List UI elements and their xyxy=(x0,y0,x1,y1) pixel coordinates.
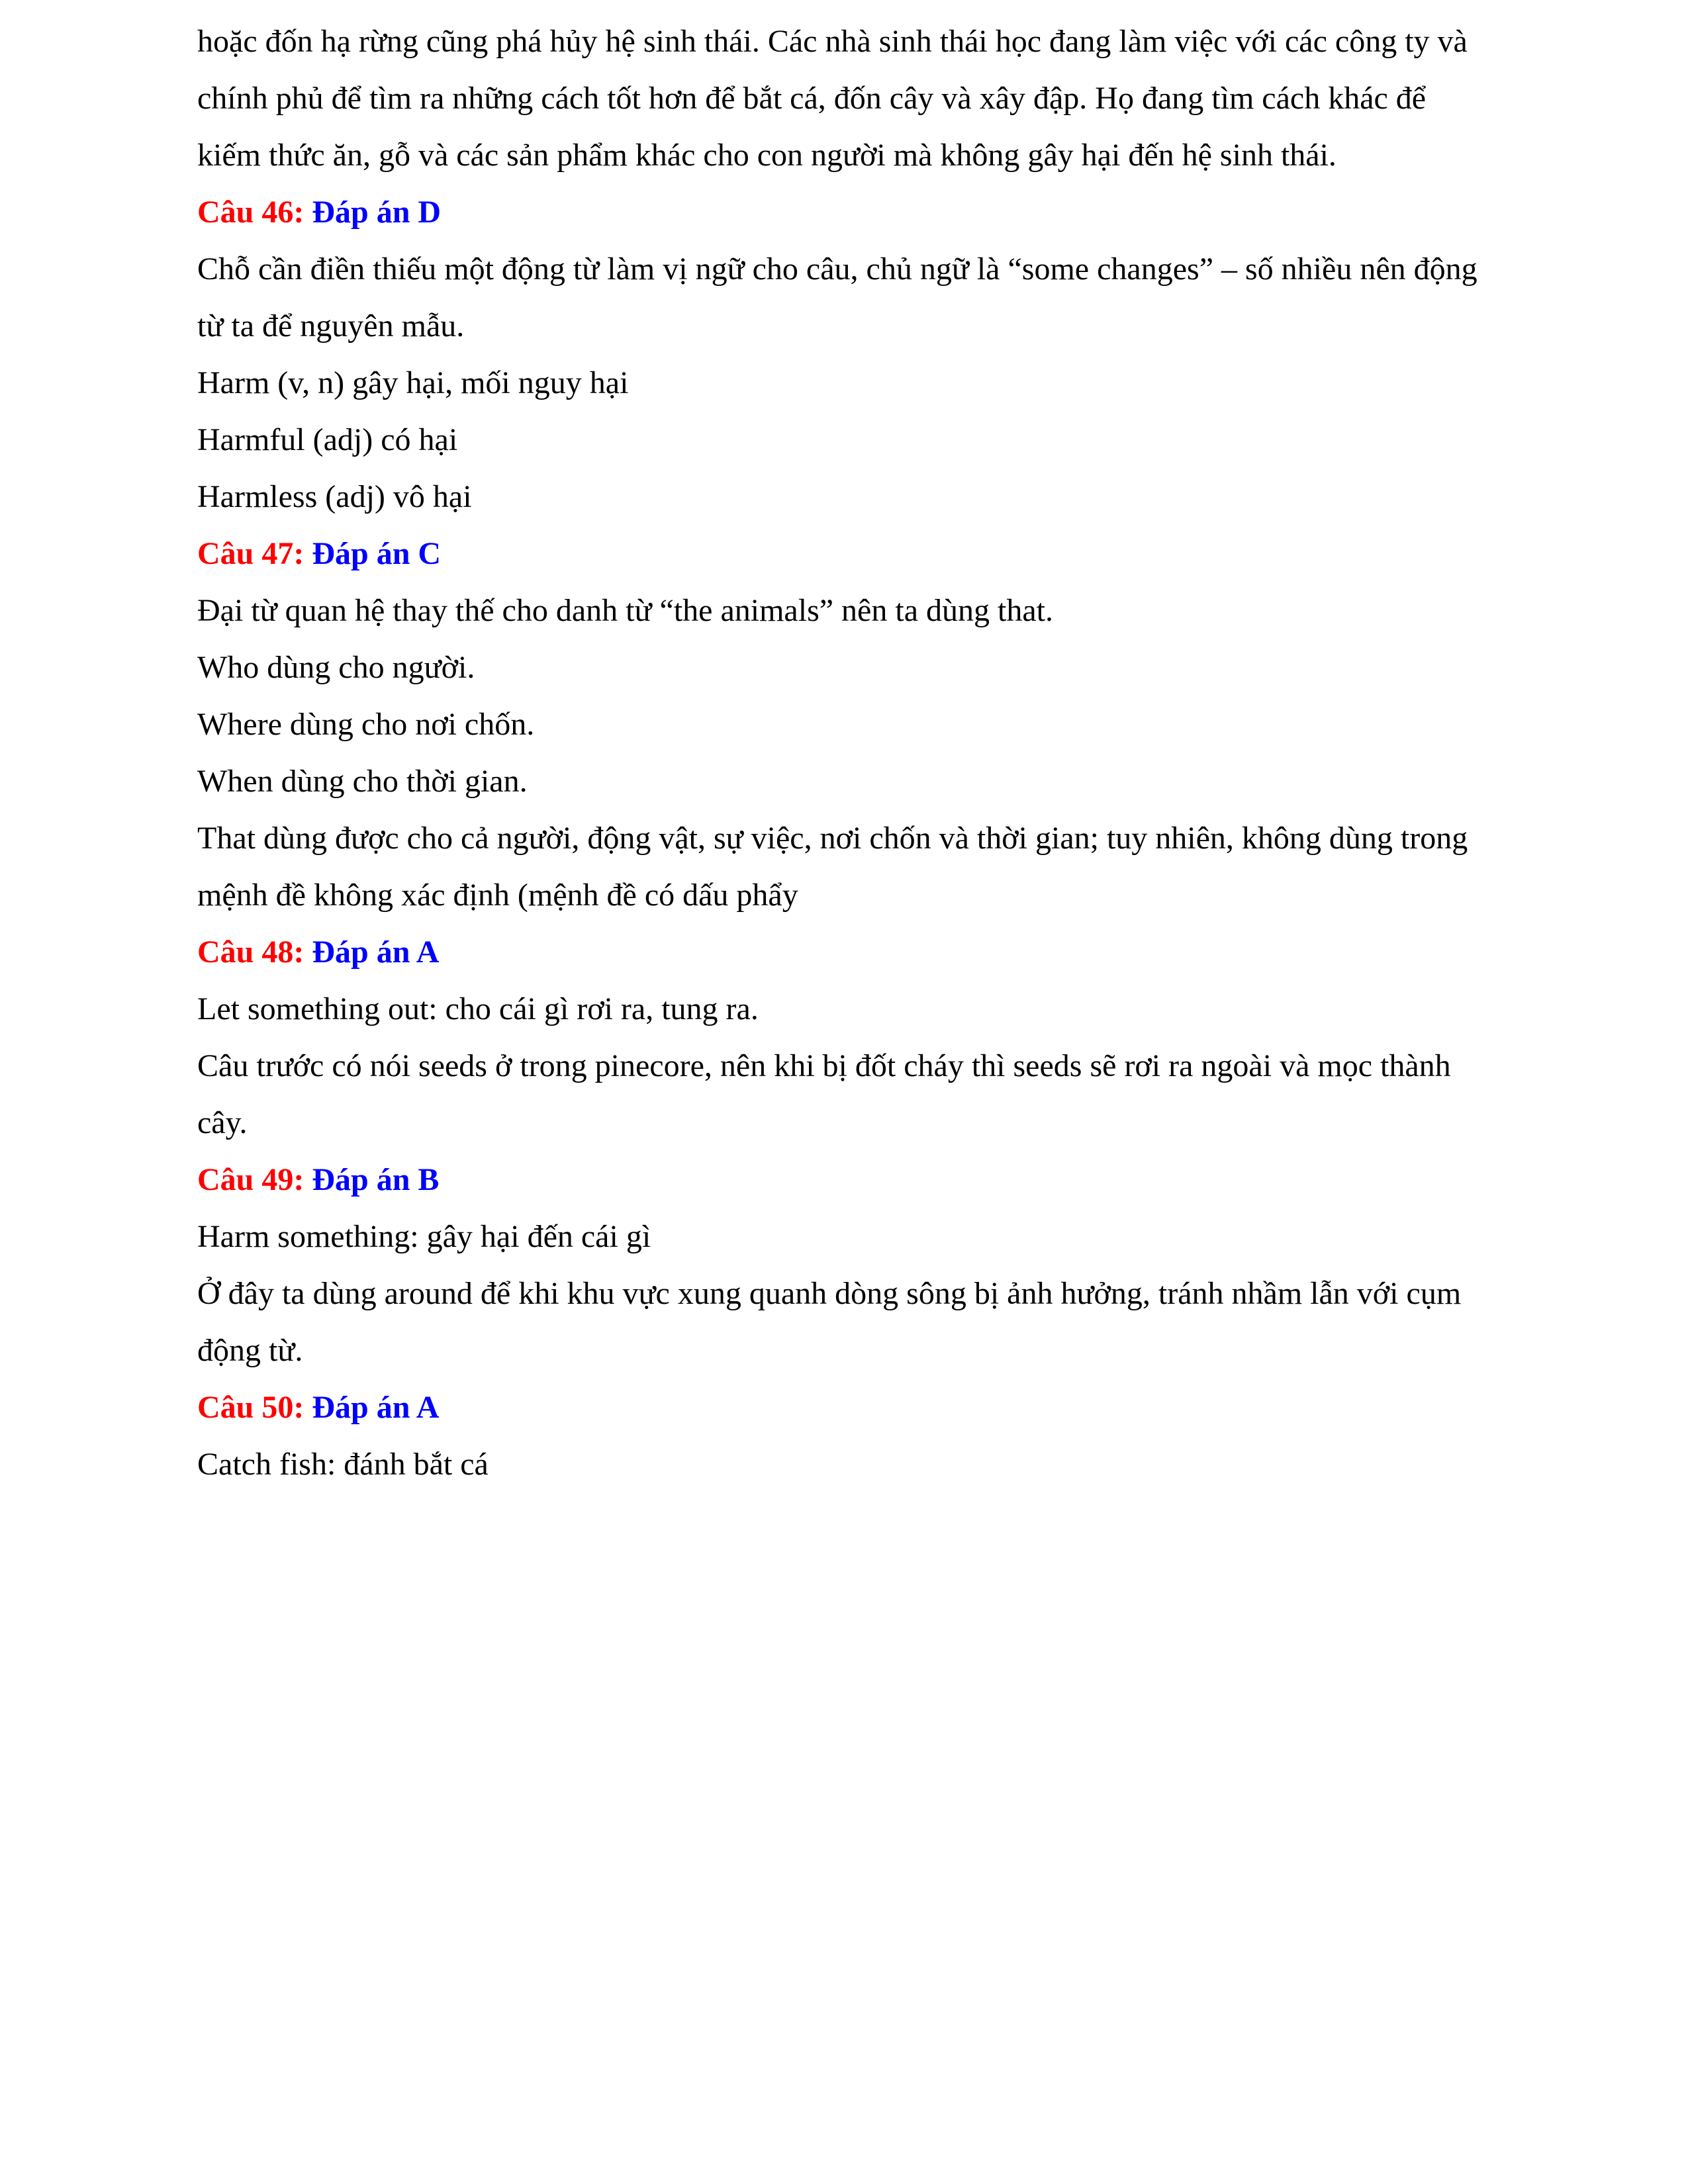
question-47-line: Who dùng cho người. xyxy=(197,650,475,685)
question-48-explanation: Câu trước có nói seeds ở trong pinecore, nên khi bị đốt cháy thì seeds sẽ rơi ra ngoài và mọc thành cây. xyxy=(197,1048,1451,1140)
question-49-answer: Đáp án B xyxy=(312,1162,440,1197)
question-50-heading xyxy=(197,1379,1478,1436)
question-48-line: Let something out: cho cái gì rơi ra, tung ra. xyxy=(197,991,759,1026)
question-50-line: Catch fish: đánh bắt cá xyxy=(197,1447,489,1482)
document-content xyxy=(197,13,1478,1493)
intro-paragraph: hoặc đốn hạ rừng cũng phá hủy hệ sinh thái. Các nhà sinh thái học đang làm việc với các công ty và chính phủ để tìm ra những cách tốt hơn để bắt cá, đốn cây và xây đập. Họ đang tìm cách khác để kiếm thức ăn, gỗ và các sản phẩm khác cho con người mà không gây hại đến hệ sinh thái. xyxy=(197,24,1468,173)
question-46-label: Câu 46: xyxy=(197,195,305,230)
question-50-block xyxy=(197,1379,1478,1493)
question-46-line: Harmful (adj) có hại xyxy=(197,422,458,457)
question-48-block xyxy=(197,924,1478,1152)
question-48-heading xyxy=(197,924,1478,981)
question-46-answer: Đáp án D xyxy=(312,195,442,230)
question-49-block xyxy=(197,1152,1478,1379)
question-47-answer: Đáp án C xyxy=(312,536,442,571)
question-49-explanation: Ở đây ta dùng around để khi khu vực xung quanh dòng sông bị ảnh hưởng, tránh nhầm lẫn với cụm động từ. xyxy=(197,1276,1462,1368)
question-49-label: Câu 49: xyxy=(197,1162,305,1197)
question-49-heading xyxy=(197,1152,1478,1208)
question-46-block xyxy=(197,184,1478,525)
question-47-heading xyxy=(197,525,1478,582)
question-48-answer: Đáp án A xyxy=(312,934,440,970)
question-47-explanation: That dùng được cho cả người, động vật, sự việc, nơi chốn và thời gian; tuy nhiên, không dùng trong mệnh đề không xác định (mệnh đề có dấu phẩy xyxy=(197,821,1468,913)
question-46-line: Harmless (adj) vô hại xyxy=(197,479,472,514)
question-50-answer: Đáp án A xyxy=(312,1390,440,1425)
question-47-line: Đại từ quan hệ thay thế cho danh từ “the animals” nên ta dùng that. xyxy=(197,593,1053,628)
question-46-heading xyxy=(197,184,1478,241)
question-46-explanation: Chỗ cần điền thiếu một động từ làm vị ngữ cho câu, chủ ngữ là “some changes” – số nhiều nên động từ ta để nguyên mẫu. xyxy=(197,251,1477,343)
question-49-line: Harm something: gây hại đến cái gì xyxy=(197,1219,651,1254)
question-47-label: Câu 47: xyxy=(197,536,305,571)
question-48-label: Câu 48: xyxy=(197,934,305,970)
question-50-label: Câu 50: xyxy=(197,1390,305,1425)
question-47-line: When dùng cho thời gian. xyxy=(197,764,528,799)
question-47-block xyxy=(197,525,1478,924)
question-47-line: Where dùng cho nơi chốn. xyxy=(197,707,535,742)
question-46-line: Harm (v, n) gây hại, mối nguy hại xyxy=(197,365,629,400)
